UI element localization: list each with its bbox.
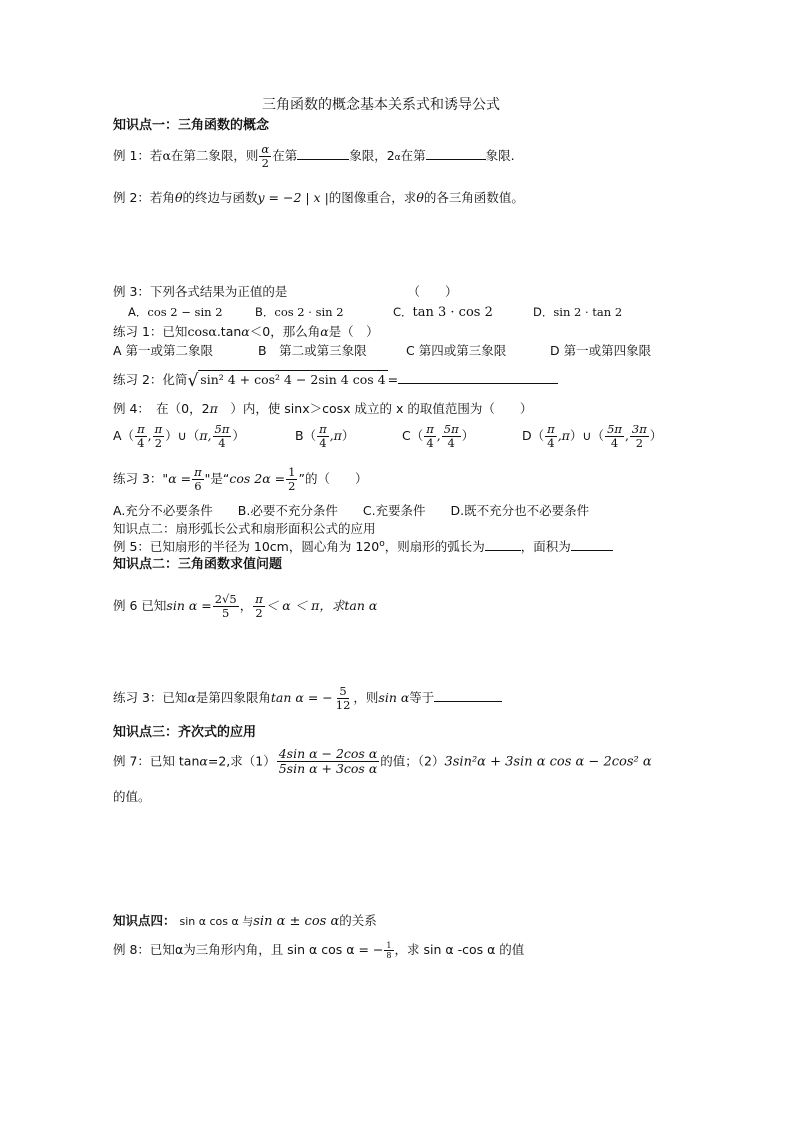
page-title: 三角函数的概念基本关系式和诱导公式 <box>262 97 500 113</box>
section-heading-4: 知识点四： sin α cos α 与sin α ± cos α的关系 <box>113 913 377 929</box>
example-8: 例 8：已知α为三角形内角，且 sin α cos α = − $\frac{1}{8}$ ，求 sin α -cos α 的值 <box>113 941 525 961</box>
example-7-tail: 的值。 <box>113 789 151 804</box>
example-6: 例 6 已知sin α = $\frac{2√5}{5}$ ， $\frac{\pi}{2}$ ＜ α ＜ π，求tan α <box>113 592 378 621</box>
practice-3a: 练习 3："α = $\frac{\pi}{6}$ "是“cos 2α = $\frac{1}{2}$ ”的（ ） <box>113 465 368 494</box>
practice-3b: 练习 3：已知α是第四象限角tan α = − $\frac{5}{12}$ ，则sin α等于 <box>113 685 502 712</box>
example-4-options: A（ $\frac{\pi}{4}$ , $\frac{\pi}{2}$ ）∪（π, $\frac{5\pi}{4}$ ） B（ $\frac{\pi}{4}$ ,π） C（ $\frac{\pi}{4}$ , $\frac{5\pi}{4}$ ） D（ $\frac{\pi}{4}$ ,π）∪（ $\frac{5\pi}{4}$ , $\frac{3\pi}{2}$ ） <box>113 422 663 451</box>
example-1: 例 1：若α在第二象限，则 $\frac{\alpha}{2}$ 在第 象限，2α在第 象限. <box>113 142 515 171</box>
example-7: 例 7：已知 tanα=2,求（1） $\frac{\text{4sin α − 2cos α}}{\text{5sin α + 3cos α}}$ 的值；（2）3sin²α + 3sin α cos α − 2cos² α <box>113 746 652 777</box>
section-heading-2: 知识点二：扇形弧长公式和扇形面积公式的应用 <box>113 521 376 536</box>
example-4: 例 4： 在（0，2π ）内，使 sinx＞cosx 成立的 x 的取值范围为（ ） <box>113 401 533 416</box>
section-heading-3: 知识点三：齐次式的应用 <box>113 725 257 740</box>
example-3: 例 3：下列各式结果为正值的是 （ ） <box>113 284 458 299</box>
example-5: 例 5：已知扇形的半径为 10cm，圆心角为 120$^o$，则扇形的弧长为 ，面积为 <box>113 539 613 554</box>
practice-3a-options: A.充分不必要条件 B.必要不充分条件 C.充要条件 D.既不充分也不必要条件 <box>113 503 590 518</box>
practice-2: 练习 2：化简√ sin² 4 + cos² 4 − 2sin 4 cos 4 = <box>113 370 558 391</box>
example-3-options: A．cos 2 − sin 2 B．cos 2 · sin 2 C．tan 3 · cos 2 D．sin 2 · tan 2 <box>128 305 623 320</box>
example-2: 例 2：若角θ的终边与函数y = −2 | x |的图像重合，求θ的各三角函数值。 <box>113 190 524 205</box>
practice-1-options: A 第一或第二象限 B 第二或第三象限 C 第四或第三象限 D 第一或第四象限 <box>113 343 652 358</box>
section-heading-2b: 知识点二：三角函数求值问题 <box>113 557 283 572</box>
practice-1: 练习 1：已知cosα.tanα＜0，那么角α是（ ） <box>113 324 379 339</box>
section-heading-1: 知识点一：三角函数的概念 <box>113 118 270 133</box>
